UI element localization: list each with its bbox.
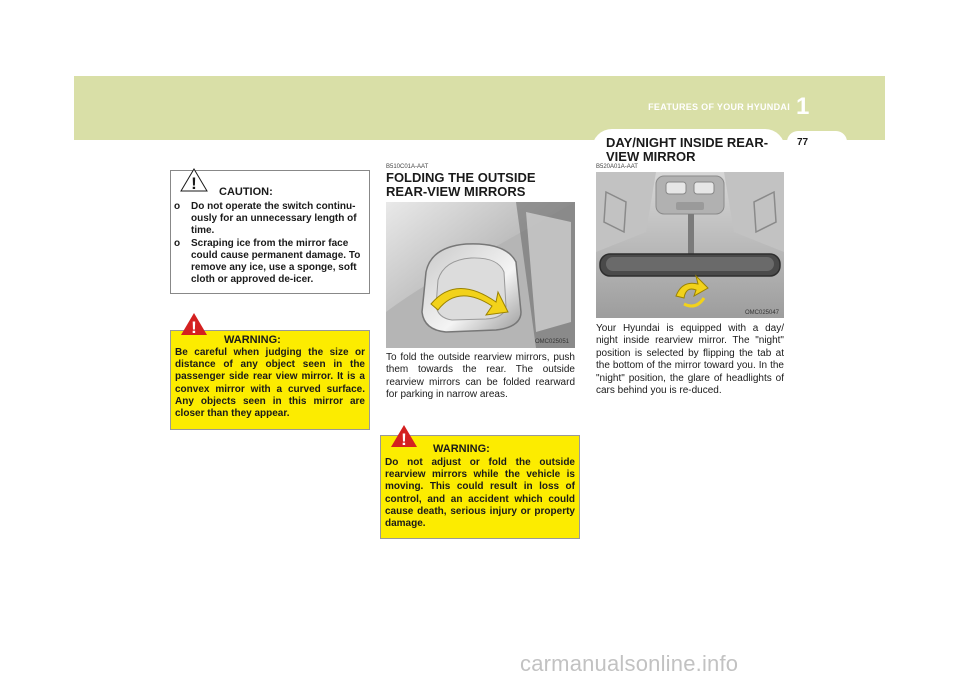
- caution-bullet: o: [174, 238, 181, 249]
- image-caption: OMC025051: [535, 339, 570, 345]
- caution-list: [174, 201, 366, 287]
- warning-triangle-icon: [180, 312, 208, 336]
- section-code: B510C01A-AAT: [386, 164, 429, 170]
- page-number-tab: [787, 131, 847, 153]
- section-title: DAY/NIGHT INSIDE REAR-VIEW MIRROR: [606, 135, 769, 164]
- daynight-body: Your Hyundai is equipped with a day/ night inside rearview mirror. The "night" position is selected by flipping the tab at the bottom of the mirror toward you. In the "night" position, the glare of headlights of cars behind you is re-duced.: [596, 323, 784, 397]
- folding-title: FOLDING THE OUTSIDE REAR-VIEW MIRRORS: [386, 170, 536, 199]
- watermark: carmanualsonline.info: [520, 651, 739, 676]
- inside-mirror-photo: [596, 172, 784, 318]
- caution-triangle-icon: [180, 168, 208, 192]
- caution-item: [174, 238, 366, 286]
- caution-item-text: Do not operate the switch continu-ously for an unnecessary length of time.: [191, 201, 357, 236]
- warning-title: WARNING:: [224, 334, 281, 346]
- svg-text:!: !: [401, 430, 407, 448]
- caution-item: [174, 201, 366, 237]
- page-number: 77: [797, 137, 809, 148]
- warning-text: Do not adjust or fold the outside rearview mirrors while the vehicle is moving. This could result in loss of control, and an accident which could cause death, serious injury or property damage.: [385, 457, 575, 530]
- section-code: B520A01A-AAT: [596, 164, 638, 170]
- svg-text:!: !: [191, 318, 197, 336]
- warning-triangle-icon: [390, 424, 418, 448]
- caution-title: CAUTION:: [219, 186, 273, 198]
- warning-text: Be careful when judging the size or distance of any object seen in the passenger side rear view mirror. It is a convex mirror with a curved surface. Any objects seen in this mirror are closer than they appear.: [175, 347, 365, 420]
- image-caption: OMC025047: [745, 310, 780, 316]
- outside-mirror-photo: [386, 202, 575, 348]
- caution-item-text: Scraping ice from the mirror face could cause permanent damage. To remove any ice, use a sponge, soft cloth or approved de-icer.: [191, 238, 361, 285]
- warning-title: WARNING:: [433, 443, 490, 455]
- caution-bullet: o: [174, 201, 181, 212]
- folding-body: To fold the outside rearview mirrors, push them towards the rear. The outside rearview mirrors can be folded rearward for parking in narrow areas.: [386, 352, 575, 401]
- chapter-label: FEATURES OF YOUR HYUNDAI: [648, 102, 790, 112]
- svg-text:!: !: [191, 174, 197, 192]
- chapter-number: 1: [796, 93, 810, 120]
